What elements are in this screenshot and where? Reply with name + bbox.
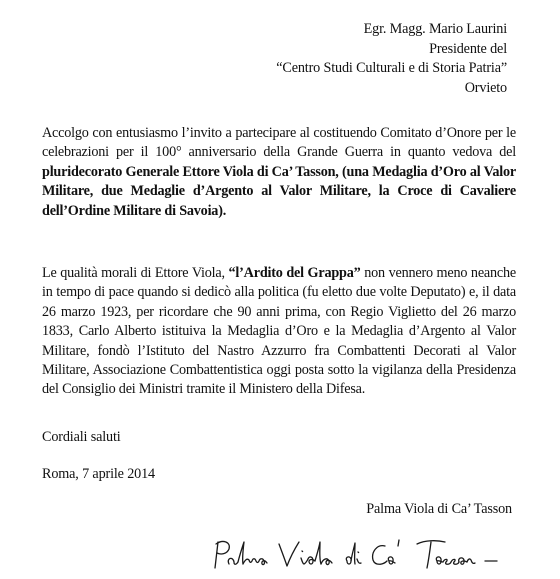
paragraph-invitation <box>42 124 516 221</box>
paragraph-moral-nickname: “l’Ardito del Grappa” <box>228 265 361 281</box>
paragraph-invitation-intro: Accolgo con entusiasmo l’invito a partecipare al costituendo Comitato d’Onore per le celebrazioni per il 100° anniversario della Grande Guerra in quanto vedova del <box>42 125 516 161</box>
addressee-organization: “Centro Studi Culturali e di Storia Patria” <box>276 60 507 76</box>
paragraph-moral-qualities <box>42 264 516 400</box>
sender-name: Palma Viola di Ca’ Tasson <box>366 501 512 517</box>
addressee-city: Orvieto <box>464 79 507 96</box>
addressee-title: Presidente del <box>429 40 507 57</box>
closing-greeting: Cordiali saluti <box>42 429 121 445</box>
addressee-block <box>276 20 507 98</box>
paragraph-moral-rest: non vennero meno neanche in tempo di pace quando si dedicò alla politica (fu eletto due volte Deputato) e, il data 26 marzo 1923, per ricordare che 90 anni prima, con Regio Viglietto del 26 marzo 1833, Carlo Alberto istituiva la Medaglia d’Oro e la Medaglia d’Argento al Valor Militare, fondò l’Istituto del Nastro Azzurro fra Combattenti Decorati al Valor Militare, Associazione Combattentistica oggi posta sotto la vigilanza della Presidenza del Consiglio dei Ministri tramite il Ministero della Difesa. <box>42 265 517 398</box>
addressee-name: Egr. Magg. Mario Laurini <box>363 21 507 37</box>
paragraph-moral-intro: Le qualità morali di Ettore Viola, <box>42 265 229 281</box>
paragraph-invitation-decorations: pluridecorato Generale Ettore Viola di Ca’ Tasson, (una Medaglia d’Oro al Valor Militare, due Medaglie d’Argento al Valor Militare, la Croce di Cavaliere dell’Ordine Militare di Savoia). <box>42 163 516 219</box>
place-date: Roma, 7 aprile 2014 <box>42 466 155 482</box>
handwritten-signature <box>205 534 515 576</box>
